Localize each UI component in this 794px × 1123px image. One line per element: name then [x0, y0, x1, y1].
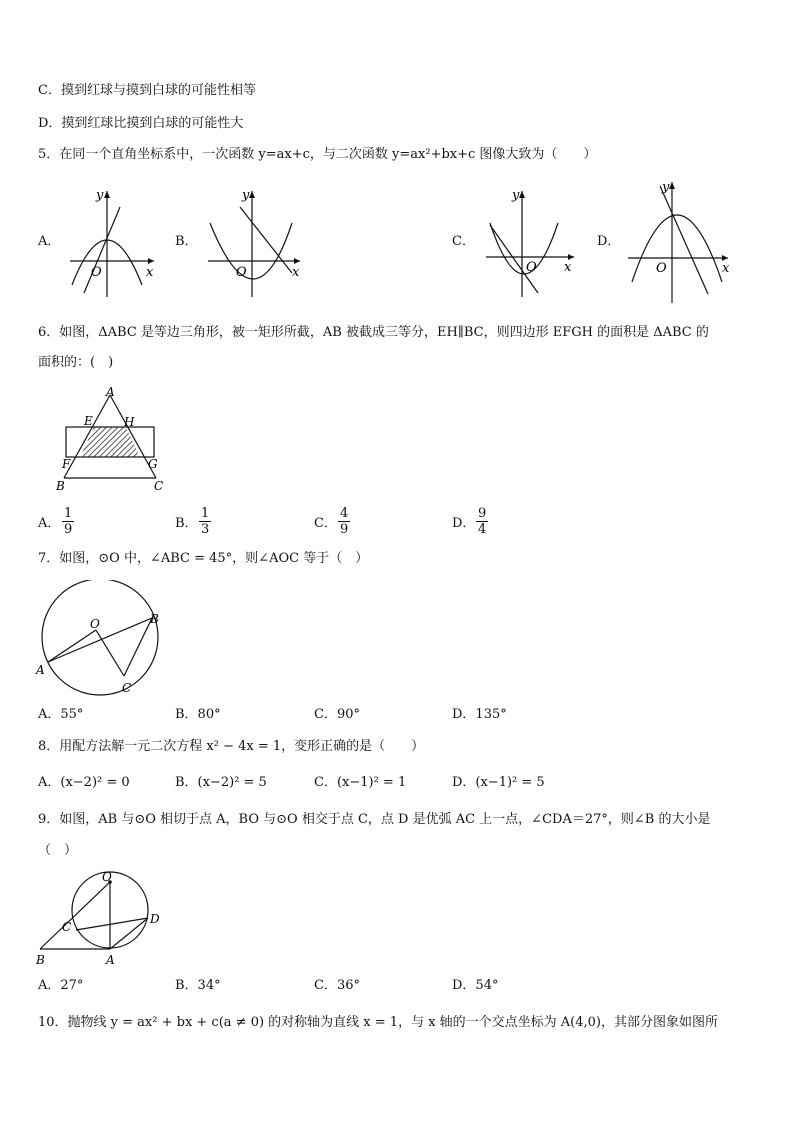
q5-graph-a	[62, 185, 162, 300]
q7-option-a: A．55°	[38, 707, 84, 722]
q5d-x-label: x	[722, 261, 730, 276]
q5c-x-label: x	[564, 260, 572, 275]
q9-label-o: O	[102, 870, 112, 884]
q6-option-b-den: 3	[201, 522, 210, 537]
q5a-x-label: x	[146, 265, 154, 280]
q6-label-f: F	[62, 457, 71, 471]
q7-figure	[34, 580, 174, 700]
q5-label-b: B．	[175, 234, 198, 249]
q6-option-d-label: D．	[452, 516, 476, 531]
q9-label-a: A	[106, 953, 115, 967]
q6-label-g: G	[148, 457, 158, 471]
q9-label-c: C	[62, 920, 72, 934]
q9-option-b: B．34°	[175, 978, 221, 993]
q6-option-a-num: 1	[64, 506, 73, 521]
q6-option-c-label: C．	[314, 516, 337, 531]
q5a-y-label: y	[96, 188, 104, 203]
q9-figure	[30, 868, 175, 968]
q4-option-c: C．摸到红球与摸到白球的可能性相等	[38, 83, 256, 98]
q9-option-c: C．36°	[314, 978, 360, 993]
q6-option-b-fraction	[199, 506, 211, 537]
q5c-origin-label: O	[526, 260, 537, 275]
q9-option-d: D．54°	[452, 978, 499, 993]
q7-option-c: C．90°	[314, 707, 360, 722]
q8-stem: 8．用配方法解一元二次方程 x² − 4x = 1，变形正确的是（ ）	[38, 739, 425, 754]
q7-label-b: B	[150, 612, 159, 626]
q5-graph-b	[200, 185, 305, 300]
q6-option-b-num: 1	[201, 506, 210, 521]
q7-option-b: B．80°	[175, 707, 221, 722]
q6-stem-line1: 6．如图，ΔABC 是等边三角形，被一矩形所截，AB 被截成三等分，EH∥BC，则四边形 EFGH 的面积是 ΔABC 的	[38, 325, 709, 340]
q6-option-c-fraction	[338, 506, 350, 537]
q8-option-b: B．(x−2)² = 5	[175, 775, 267, 790]
q5-graph-d	[622, 178, 734, 306]
q5-stem: 5．在同一个直角坐标系中，一次函数 y=ax+c，与二次函数 y=ax²+bx+c 图像大致为（ ）	[38, 147, 597, 162]
q7-stem: 7．如图，⊙O 中，∠ABC = 45°，则∠AOC 等于（ ）	[38, 551, 369, 566]
q9-stem-line2: （ ）	[38, 843, 78, 858]
q5c-y-label: y	[512, 188, 520, 203]
q6-option-c-den: 9	[340, 522, 349, 537]
q6-label-e: E	[84, 414, 93, 428]
q5b-origin-label: O	[236, 265, 247, 280]
q5b-x-label: x	[292, 265, 300, 280]
q6-option-b-label: B．	[175, 516, 198, 531]
q8-option-d: D．(x−1)² = 5	[452, 775, 545, 790]
q6-option-d-num: 9	[478, 506, 487, 521]
q6-stem-line2: 面积的：( )	[38, 355, 114, 370]
q5-label-d: D．	[597, 234, 621, 249]
q6-figure	[52, 385, 172, 495]
q6-label-c: C	[154, 479, 164, 493]
q6-option-d-fraction	[476, 506, 488, 537]
q7-label-o: O	[90, 617, 100, 631]
q6-option-d-den: 4	[478, 522, 487, 537]
q6-label-h: H	[124, 415, 135, 429]
q6-option-a-den: 9	[64, 522, 73, 537]
q5d-y-label: y	[662, 180, 670, 195]
q5-label-c: C．	[452, 234, 475, 249]
q5-graph-c	[482, 185, 582, 300]
q9-option-a: A．27°	[38, 978, 84, 993]
q4-option-d: D．摸到红球比摸到白球的可能性大	[38, 116, 244, 131]
q7-label-a: A	[36, 663, 45, 677]
q7-option-d: D．135°	[452, 707, 507, 722]
q6-option-a-fraction	[62, 506, 74, 537]
q5a-origin-label: O	[91, 265, 102, 280]
q9-label-d: D	[150, 912, 160, 926]
q5-label-a: A．	[38, 234, 61, 249]
q6-option-a-label: A．	[38, 516, 61, 531]
q5b-y-label: y	[242, 188, 250, 203]
q6-option-c-num: 4	[340, 506, 349, 521]
q8-option-a: A．(x−2)² = 0	[38, 775, 130, 790]
q8-option-c: C．(x−1)² = 1	[314, 775, 407, 790]
q5d-origin-label: O	[656, 261, 667, 276]
q6-label-b: B	[56, 479, 65, 493]
q9-stem-line1: 9．如图，AB 与⊙O 相切于点 A，BO 与⊙O 相交于点 C，点 D 是优弧 AC 上一点，∠CDA＝27°，则∠B 的大小是	[38, 812, 711, 827]
q6-label-a: A	[106, 385, 115, 399]
q10-stem: 10．抛物线 y = ax² + bx + c(a ≠ 0) 的对称轴为直线 x = 1，与 x 轴的一个交点坐标为 A(4,0)，其部分图象如图所	[38, 1015, 718, 1030]
q7-label-c: C	[122, 681, 132, 695]
q9-label-b: B	[36, 953, 45, 967]
